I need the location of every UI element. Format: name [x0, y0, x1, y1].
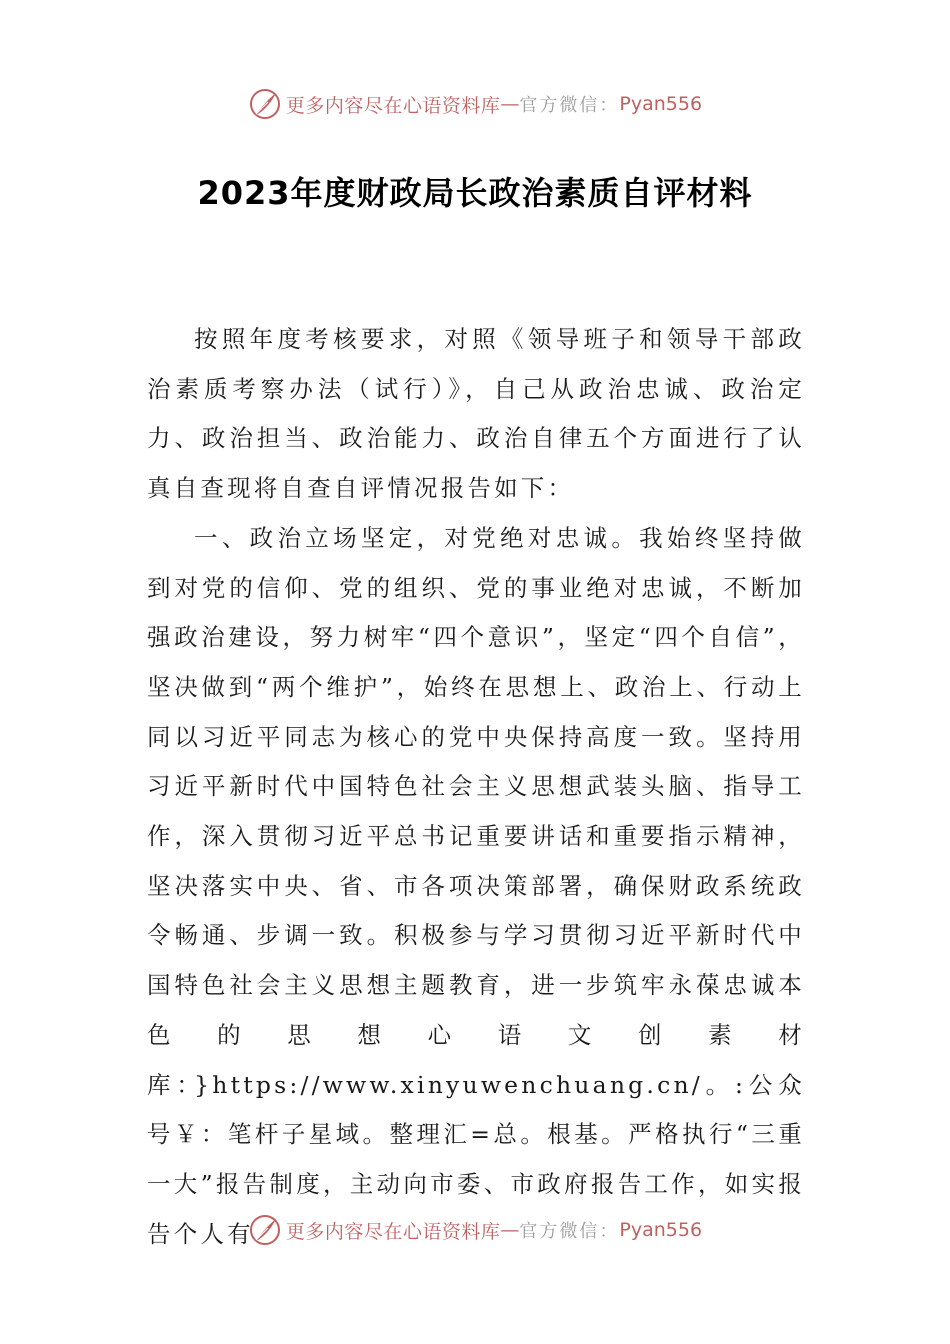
watermark-separator: — [500, 93, 520, 115]
document-body [147, 315, 805, 1259]
document-title: 2023年度财政局长政治素质自评材料 [197, 174, 753, 212]
paragraph-section-1: 一、政治立场坚定，对党绝对忠诚。我始终坚持做到对党的信仰、党的组织、党的事业绝对忠诚，不断加强政治建设，努力树牢“四个意识”，坚定“四个自信”，坚决做到“两个维护”，始终在思想上、政治上、行动上同以习近平同志为核心的党中央保持高度一致。坚持用习近平新时代中国特色社会主义思想武装头脑、指导工作，深入贯彻习近平总书记重要讲话和重要指示精神，坚决落实中央、省、市各项决策部署，确保财政系统政令畅通、步调一致。积极参与学习贯彻习近平新时代中国特色社会主义思想主题教育，进一步筑牢永葆忠诚本色的思想心语文创素材库：}https://www.xinyuwenchuang.cn/。:公众号￥：笔杆子星域。整理汇=总。根基。严格执行“三重一大”报告制度，主动向市委、市政府报告工作，如实报告个人有 [147, 523, 805, 1248]
paragraph-intro: 按照年度考核要求，对照《领导班子和领导干部政治素质考察办法（试行）》，自己从政治忠诚、政治定力、政治担当、政治能力、政治自律五个方面进行了认真自查现将自查自评情况报告如下： [147, 325, 805, 503]
header-watermark [0, 84, 950, 124]
watermark-sub: 官方微信： [519, 95, 620, 116]
footer-watermark [0, 1210, 950, 1250]
feather-pen-icon [248, 1213, 282, 1247]
watermark-sub: 官方微信： [519, 1221, 620, 1242]
watermark-id: Pyan556 [619, 1219, 703, 1241]
watermark-separator: — [500, 1219, 520, 1241]
watermark-text: 更多内容尽在心语资料库 [285, 94, 501, 117]
watermark-text: 更多内容尽在心语资料库 [285, 1220, 501, 1243]
watermark-id: Pyan556 [619, 93, 703, 115]
feather-pen-icon [248, 87, 282, 121]
